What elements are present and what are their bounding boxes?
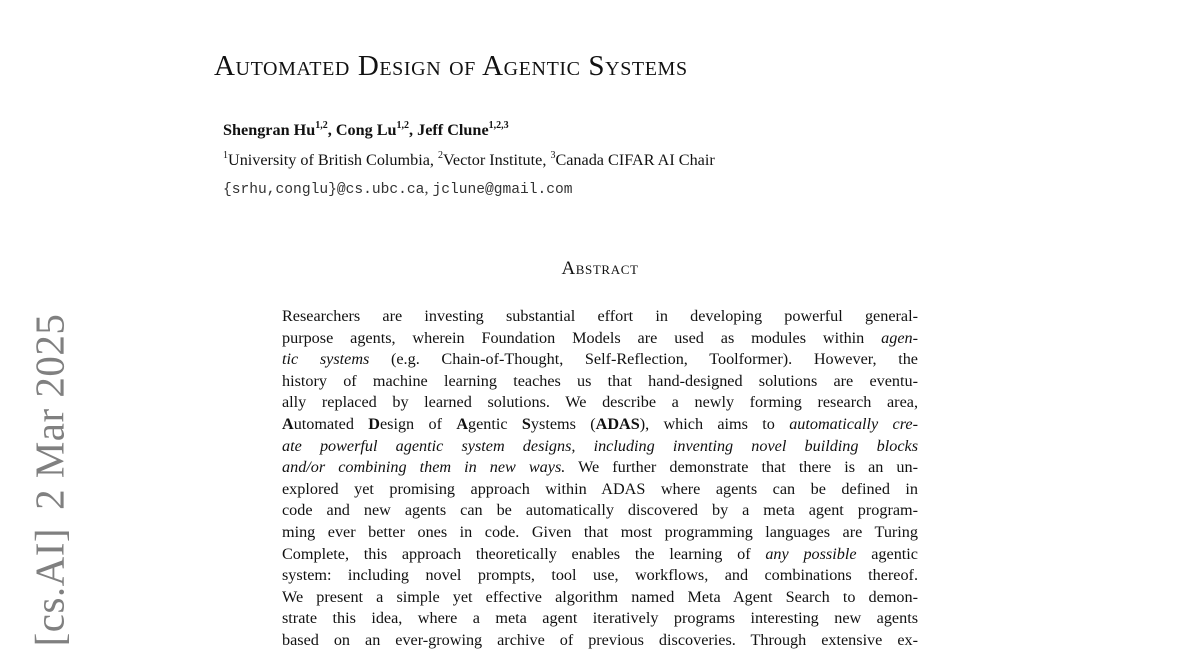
abstract-italic-text: agen-	[881, 328, 918, 347]
abstract-bold-text: D	[368, 414, 380, 433]
abstract-body	[282, 306, 918, 652]
abstract-line	[282, 479, 918, 501]
abstract-bold-text: S	[521, 414, 531, 433]
email-group[interactable]: {srhu,conglu}@cs.ubc.ca	[223, 182, 425, 198]
abstract-italic-text: any possible	[765, 544, 857, 563]
abstract-text: ystems (	[530, 414, 596, 433]
author-separator: ,	[327, 121, 336, 139]
abstract-text: agentic	[856, 544, 918, 563]
abstract-heading: Abstract	[561, 258, 639, 279]
arxiv-category: [cs.AI]	[26, 527, 73, 647]
abstract-text: Complete, this approach theoretically enables the learning of	[282, 544, 766, 563]
email-jclune[interactable]: jclune@gmail.com	[432, 182, 573, 198]
author-affiliation-marker: 1,2	[315, 119, 328, 131]
email-separator: ,	[424, 180, 433, 197]
affiliation-separator: ,	[542, 151, 551, 169]
abstract-line	[282, 630, 918, 652]
abstract-bold-text: A	[282, 414, 294, 433]
affiliation-marker: 3	[550, 149, 556, 161]
abstract-text: ally replaced by learned solutions. We describe a newly forming research area,	[282, 393, 918, 412]
abstract-text: We further demonstrate that there is an un-	[565, 458, 918, 477]
author-affiliation-marker: 1,2	[396, 119, 410, 131]
affiliation-marker: 2	[437, 149, 443, 161]
abstract-line	[282, 392, 918, 414]
abstract-bold-text: ADAS	[595, 414, 640, 433]
abstract-text: history of machine learning teaches us that hand-designed solutions are eventu-	[282, 371, 918, 390]
abstract-text: utomated	[293, 414, 369, 433]
affiliation-marker: 1	[223, 149, 228, 161]
author-separator: ,	[409, 121, 418, 139]
abstract-italic-text: ate powerful agentic system designs, including inventing novel building blocks	[282, 436, 918, 455]
abstract-text: ming ever better ones in code. Given that most programming languages are Turing	[282, 522, 918, 541]
abstract-text: explored yet promising approach within ADAS where agents can be defined in	[282, 479, 918, 498]
abstract-italic-text: tic systems	[282, 350, 370, 369]
abstract-text: purpose agents, wherein Foundation Models are used as modules within	[282, 328, 882, 347]
abstract-text: ), which aims to	[639, 414, 790, 433]
abstract-text: based on an ever-growing archive of previous discoveries. Through extensive ex-	[282, 630, 918, 649]
arxiv-date: 2 Mar 2025	[26, 313, 73, 510]
abstract-text: system: including novel prompts, tool use, workflows, and combinations thereof.	[282, 566, 918, 585]
abstract-text: esign of	[379, 414, 457, 433]
abstract-text: (e.g. Chain-of-Thought, Self-Reflection, Toolformer). However, the	[369, 350, 918, 369]
abstract-line	[282, 500, 918, 522]
abstract-text: code and new agents can be automatically discovered by a meta agent program-	[282, 501, 918, 520]
abstract-line	[282, 587, 918, 609]
abstract-bold-text: A	[456, 414, 469, 433]
abstract-line	[282, 371, 918, 393]
abstract-line	[282, 306, 918, 328]
affiliation-name: University of British Columbia	[228, 151, 430, 169]
abstract-italic-text: and/or combining them in new ways.	[282, 458, 566, 477]
author-name: Cong Lu	[335, 121, 397, 139]
email-line	[223, 180, 573, 198]
abstract-italic-text: automatically cre-	[789, 414, 919, 433]
author-name: Shengran Hu	[223, 121, 316, 139]
abstract-line	[282, 544, 918, 566]
affiliation-name: Canada CIFAR AI Chair	[555, 151, 715, 169]
abstract-line	[282, 457, 918, 479]
abstract-text: We present a simple yet effective algorithm named Meta Agent Search to demon-	[282, 587, 918, 606]
abstract-line	[282, 565, 918, 587]
abstract-line	[282, 414, 918, 436]
abstract-line	[282, 608, 918, 630]
author-name: Jeff Clune	[417, 121, 489, 139]
abstract-text: strate this idea, where a meta agent iteratively programs interesting new agents	[282, 609, 918, 628]
arxiv-stamp-text	[25, 314, 73, 647]
author-affiliation-marker: 1,2,3	[488, 119, 509, 131]
paper-title: Automated Design of Agentic Systems	[214, 50, 688, 82]
abstract-text: gentic	[468, 414, 522, 433]
affiliation-separator: ,	[429, 151, 438, 169]
abstract-line	[282, 522, 918, 544]
abstract-line	[282, 328, 918, 350]
abstract-line	[282, 349, 918, 371]
affiliation-name: Vector Institute	[442, 151, 543, 169]
arxiv-stamp	[25, 313, 73, 647]
affiliation-list	[223, 151, 715, 170]
author-list	[223, 121, 509, 140]
abstract-text: Researchers are investing substantial effort in developing powerful general-	[282, 307, 918, 325]
abstract-line	[282, 436, 918, 458]
